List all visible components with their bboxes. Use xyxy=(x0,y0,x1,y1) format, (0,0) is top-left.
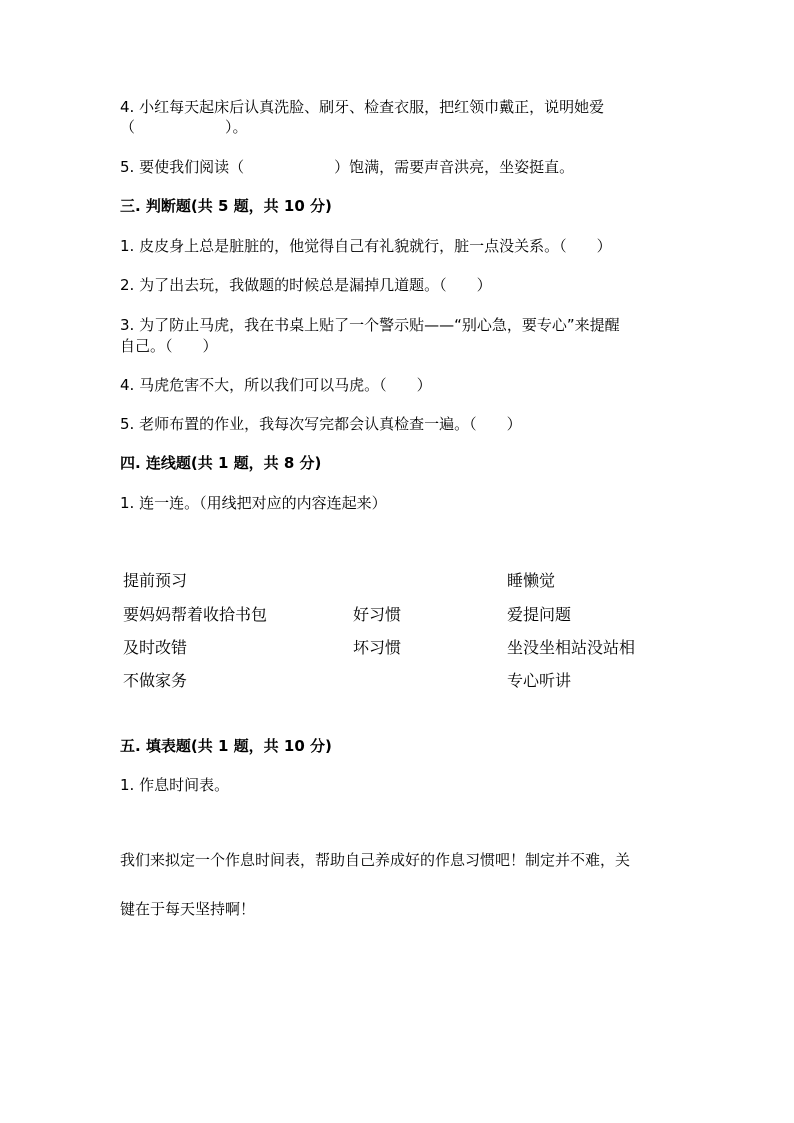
section-3-title: 三. 判断题(共 5 题，共 10 分) xyxy=(120,197,332,215)
section-4-title: 四. 连线题(共 1 题，共 8 分) xyxy=(120,454,322,472)
sec2-q4-line2: （ ）。 xyxy=(120,118,248,136)
sec3-q4: 4. 马虎危害不大，所以我们可以马虎。（ ） xyxy=(120,376,432,394)
sec5-paragraph-line1: 我们来拟定一个作息时间表，帮助自己养成好的作息习惯吧！制定并不难，关 xyxy=(120,851,631,869)
match-right-item: 专心听讲 xyxy=(507,671,572,690)
match-right-item: 爱提问题 xyxy=(507,605,572,624)
sec3-q1: 1. 皮皮身上总是脏脏的，他觉得自己有礼貌就行，脏一点没关系。（ ） xyxy=(120,237,612,255)
sec3-q3-line1: 3. 为了防止马虎，我在书桌上贴了一个警示贴——“别心急，要专心”来提醒 xyxy=(120,316,620,334)
sec5-paragraph-line2: 键在于每天坚持啊！ xyxy=(120,900,256,918)
match-left-item: 提前预习 xyxy=(123,571,188,590)
sec2-q4-line1: 4. 小红每天起床后认真洗脸、刷牙、检查衣服，把红领巾戴正，说明她爱 xyxy=(120,98,605,116)
sec5-q1: 1. 作息时间表。 xyxy=(120,776,230,794)
match-right-item: 坐没坐相站没站相 xyxy=(507,638,636,657)
match-left-item: 不做家务 xyxy=(123,671,188,690)
sec3-q2: 2. 为了出去玩，我做题的时候总是漏掉几道题。（ ） xyxy=(120,276,492,294)
match-left-item: 及时改错 xyxy=(123,638,188,657)
match-middle-item: 好习惯 xyxy=(353,605,402,624)
match-middle-item: 坏习惯 xyxy=(353,638,402,657)
match-left-item: 要妈妈帮着收拾书包 xyxy=(123,605,268,624)
sec2-q5: 5. 要使我们阅读（ ）饱满，需要声音洪亮，坐姿挺直。 xyxy=(120,158,575,176)
sec3-q3-line2: 自己。（ ） xyxy=(120,337,218,355)
sec4-q1: 1. 连一连。（用线把对应的内容连起来） xyxy=(120,494,387,512)
section-5-title: 五. 填表题(共 1 题，共 10 分) xyxy=(120,737,332,755)
match-right-item: 睡懒觉 xyxy=(507,571,556,590)
sec3-q5: 5. 老师布置的作业，我每次写完都会认真检查一遍。（ ） xyxy=(120,415,522,433)
